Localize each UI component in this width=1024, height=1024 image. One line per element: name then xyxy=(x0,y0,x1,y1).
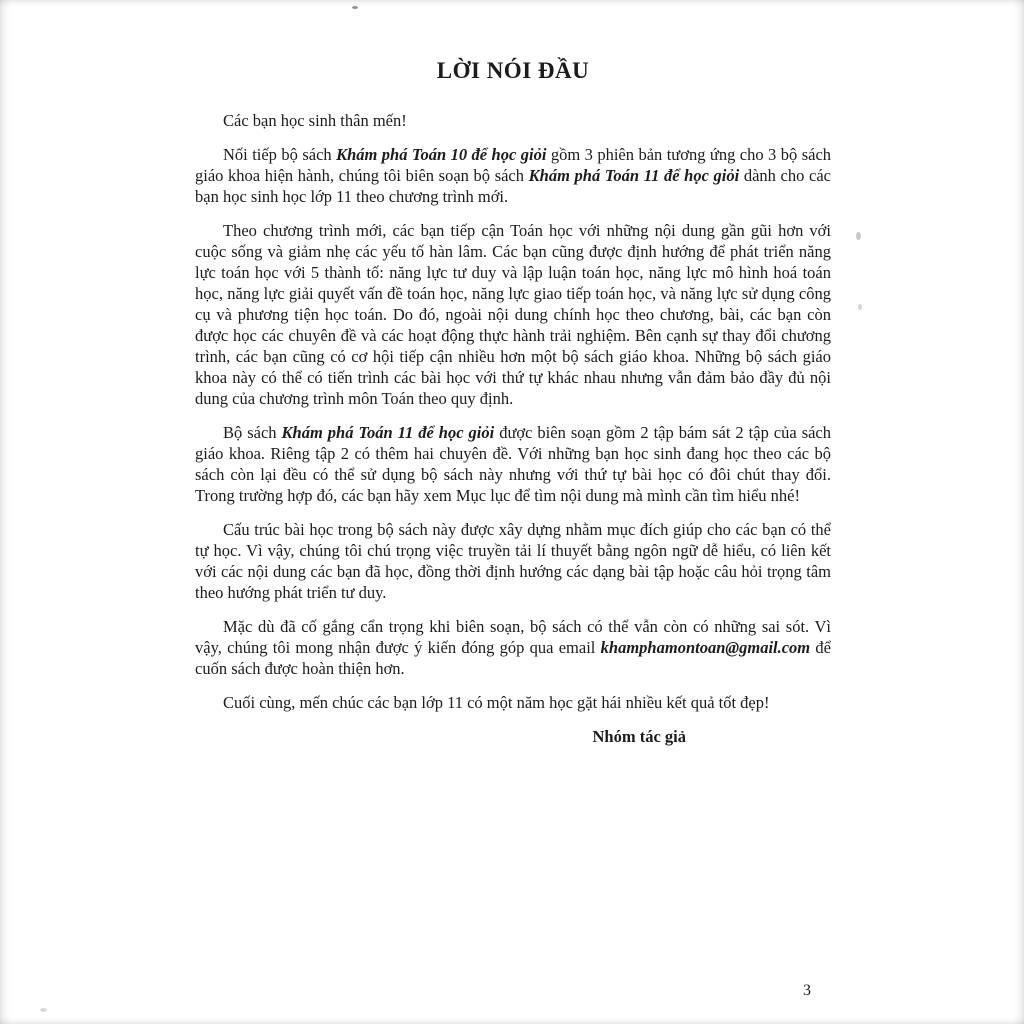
paragraph-text: Các bạn học sinh thân mến! xyxy=(223,111,407,130)
paragraph xyxy=(195,144,831,207)
book-title-emphasis: Khám phá Toán 10 để học giỏi xyxy=(336,145,547,164)
paragraph xyxy=(195,692,831,713)
scan-speck xyxy=(40,1008,47,1012)
paragraph-text: Cấu trúc bài học trong bộ sách này được xây dựng nhằm mục đích giúp cho các bạn có thể tự học. Vì vậy, chúng tôi chú trọng việc truyền tải lí thuyết bằng ngôn ngữ dễ hiểu, có liên kết với các nội dung các bạn đã học, đồng thời định hướng các dạng bài tập hoặc câu hỏi trọng tâm theo hướng phát triển tư duy. xyxy=(195,520,831,602)
paragraph xyxy=(195,519,831,603)
page-number: 3 xyxy=(803,982,811,999)
paragraph-text: Theo chương trình mới, các bạn tiếp cận Toán học với những nội dung gần gũi hơn với cuộc sống và giảm nhẹ các yếu tố hàn lâm. Các bạn cũng được định hướng để phát triển năng lực toán học với 5 thành tố: năng lực tư duy và lập luận toán học, năng lực mô hình hoá toán học, năng lực giải quyết vấn đề toán học, năng lực giao tiếp toán học, và năng lực sử dụng công cụ và phương tiện học toán. Do đó, ngoài nội dung chính học theo chương, bài, các bạn còn được học các chuyên đề và các hoạt động thực hành trải nghiệm. Bên cạnh sự thay đổi chương trình, các bạn cũng có cơ hội tiếp cận nhiều hơn một bộ sách giáo khoa. Những bộ sách giáo khoa này có thể có tiến trình các bài học với thứ tự khác nhau nhưng vẫn đảm bảo đầy đủ nội dung của chương trình môn Toán theo quy định. xyxy=(195,221,831,408)
paragraph-text: Nối tiếp bộ sách xyxy=(223,145,337,164)
paragraph xyxy=(195,220,831,409)
paragraph xyxy=(195,616,831,679)
paragraph xyxy=(195,422,831,506)
paragraph-text: Mặc dù đã cố gắng cẩn trọng khi biên soạn, bộ sách có thể vẫn còn có những sai sót. Vì vậy, chúng tôi mong nhận được ý kiến đóng góp qua email xyxy=(195,617,831,657)
page-title: LỜI NÓI ĐẦU xyxy=(436,58,590,83)
scan-speck xyxy=(352,6,358,9)
paragraph-text: gồm 3 phiên bản tương ứng cho 3 bộ sách giáo khoa hiện hành, chúng tôi biên soạn bộ sách xyxy=(195,145,832,185)
author-signature: Nhóm tác giả xyxy=(592,727,686,746)
paragraph-text: Cuối cùng, mến chúc các bạn lớp 11 có một năm học gặt hái nhiều kết quả tốt đẹp! xyxy=(223,693,770,712)
paragraph xyxy=(195,110,831,131)
paragraph-text: được biên soạn gồm 2 tập bám sát 2 tập của sách giáo khoa. Riêng tập 2 có thêm hai chuyên đề. Với những bạn học sinh đang học theo các bộ sách còn lại đều có thể sử dụng bộ sách này nhưng với thứ tự bài học có đôi chút thay đổi. Trong trường hợp đó, các bạn hãy xem Mục lục để tìm nội dung mà mình cần tìm hiểu nhé! xyxy=(195,423,832,505)
book-title-emphasis: khamphamontoan@gmail.com xyxy=(600,638,811,657)
scan-speck xyxy=(856,232,861,240)
paragraph-text: Bộ sách xyxy=(223,423,282,442)
scan-speck xyxy=(858,304,862,310)
paragraph-text: dành cho các bạn học sinh học lớp 11 theo chương trình mới. xyxy=(195,166,831,206)
paragraph-text: để cuốn sách được hoàn thiện hơn. xyxy=(195,638,832,678)
page-body xyxy=(195,110,831,713)
page-content xyxy=(195,58,831,747)
book-title-emphasis: Khám phá Toán 11 để học giỏi xyxy=(528,166,740,185)
book-title-emphasis: Khám phá Toán 11 để học giỏi xyxy=(281,423,495,442)
